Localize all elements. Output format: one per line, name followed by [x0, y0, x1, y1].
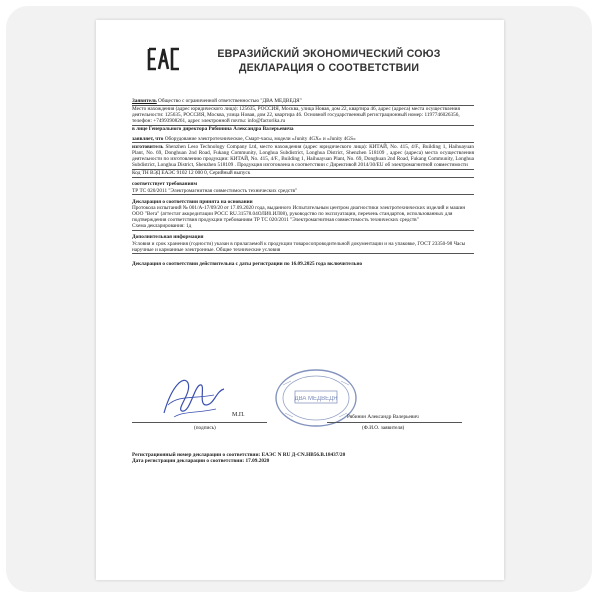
declaration-document	[96, 20, 504, 580]
seal-mark: М.П.	[232, 412, 245, 418]
applicant-section	[132, 98, 474, 132]
applicant-address: Место нахождения (адрес юридического лица): 125635, РОССИЯ, Москва, улица Новая, дом 22, квартира 46, адрес (адреса) места осуществления деятельности: 125635, РОССИЯ, Москва, улица Новая, дом 22, квартира 46. Основной государственный регистрационный номер: 1197746026356, телефон: +74993908261, адрес электронной почты: info@factorika.ru	[132, 106, 460, 125]
additional-text: Условия и срок хранения (годности) указан в прилагаемой к продукции товаросопроводительной документации и на упаковке, ГОСТ 23350-98 Часы наручные и карманные электронные. Общие технические условия	[132, 240, 466, 253]
signature-row	[132, 400, 474, 440]
basis-label: Декларация о соответствии принята на основании	[132, 198, 253, 205]
validity-section	[132, 261, 474, 267]
declares-section	[132, 136, 474, 178]
conformity-text: ТР ТС 020/2011 "Электромагнитная совместимость технических средств"	[132, 187, 298, 194]
declares-label: заявляет, что	[132, 135, 164, 142]
declares-product: Оборудование электротехническое, Смарт-часы, модели «Junity 4GX» и «Junity 4GS»	[164, 135, 356, 142]
document-body	[132, 98, 474, 267]
declaration-title: ДЕКЛАРАЦИЯ О СООТВЕТСТВИИ	[238, 62, 420, 74]
signer-name: Рябинин Александр Валерьевич	[347, 414, 419, 420]
name-line	[327, 422, 462, 423]
basis-scheme: Схема декларирования: 1д	[132, 223, 192, 230]
additional-label: Дополнительная информация	[132, 234, 204, 241]
applicant-person: в лице Генерального директора Рябинина Александра Валерьевича	[132, 126, 294, 133]
union-title: ЕВРАЗИЙСКИЙ ЭКОНОМИЧЕСКИЙ СОЮЗ	[217, 48, 441, 60]
registration-block	[132, 452, 474, 465]
product-code: Код ТН ВЭД ЕАЭС 9102 12 000 0, Серийный выпуск	[132, 170, 251, 177]
manufacturer-label: изготовитель	[132, 143, 164, 150]
eac-logo	[146, 46, 182, 72]
registration-number: Регистрационный номер декларации о соответствии: ЕАЭС N RU Д-CN.НВ56.В.18437/20	[132, 452, 346, 458]
manufacturer-text: Shenzhen Leso Technology Company Ltd, место нахождения (адрес юридического лица): КИТАЙ, No. 415, 4/F., Building 1, Haihuayuan Plant, No. 69, Donghuan 2nd Road, Fukang Community, Longhua Subdistrict, Longhua District, Shenzhen 518109 , адрес (адреса) места осуществления деятельности по изготовлению продукции: КИТАЙ, No. 415, 4/F., Building 1, Haihuayuan Plant, No. 69, Donghuan 2nd Road, Fukang Community, Longhua Subdistrict, Longhua District, Shenzhen 518109 . Продукция изготовлена в соответствии с Директивой 2014/30/EU об электромагнитной совместимости	[132, 143, 475, 169]
applicant-label: Заявитель	[132, 98, 157, 104]
signature-line	[132, 422, 267, 423]
signature-label: (подпись)	[194, 425, 216, 431]
signer-name-label: (Ф.И.О. заявителя)	[362, 425, 405, 431]
basis-text: Протокола испытаний № 001/А-17/09/20 от 17.09.2020 года, выданного Испытательным центром диагностики электротехнических изделий и машин ООО "Вега" (аттестат аккредитации РОСС RU.31578.04ОЛИ0.ИЛ08), руководство по эксплуатации, перечень стандартов, использованных для подтверждения соответствия продукции требованиям ТР ТС 020/2011 "Электромагнитная совместимость технических средств"	[132, 204, 466, 224]
applicant-name: Общество с ограниченной ответственностью "ДВА МЕДВЕДЯ"	[158, 98, 302, 104]
basis-section	[132, 199, 474, 231]
additional-section	[132, 234, 474, 254]
validity-text: Декларация о соответствии действительна с даты регистрации по 16.09.2025 года включительно	[132, 261, 363, 268]
registration-date: Дата регистрации декларации о соответствии: 17.09.2020	[132, 458, 270, 465]
conformity-label: соответствует требованиям	[132, 181, 198, 188]
conformity-section	[132, 181, 474, 195]
stamp-text: ДВА МЕДВЕДЯ	[294, 396, 338, 402]
